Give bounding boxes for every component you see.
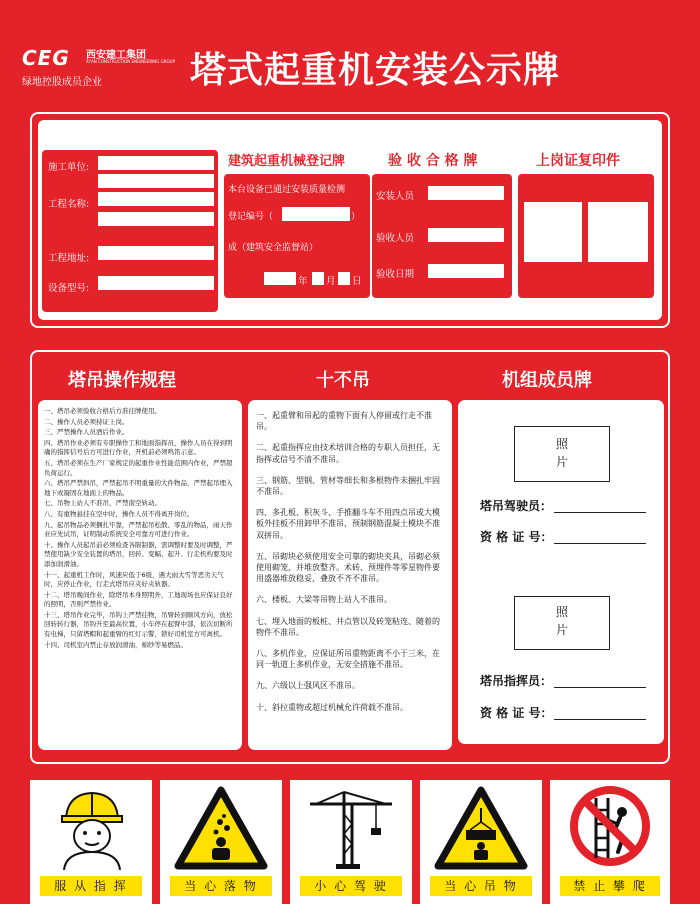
project-name-field[interactable]: [98, 192, 214, 206]
worker-helmet-icon: [56, 788, 128, 874]
construction-unit-label: 施工单位:: [48, 162, 90, 173]
no-climbing-icon: [568, 784, 652, 872]
company-name-cn: 西安建工集团: [86, 50, 146, 61]
driver-photo-label: 照 片: [555, 437, 568, 469]
no-lift-item: 八、多机作业，应保证所吊重物距离不小于三米，在同一轨道上多机作业，无安全措施不准吊。: [256, 649, 440, 670]
registration-number-field[interactable]: [282, 207, 350, 221]
registration-month-field[interactable]: [312, 272, 324, 285]
certificates-box: [518, 174, 654, 298]
sign-drive-carefully: [290, 780, 412, 904]
no-lift-item: 三、钢筋、型钢、管材等细长和多根物件未捆扎牢固不准吊。: [256, 475, 440, 497]
no-lift-item: 六、楼板、大梁等吊物上站人不准吊。: [256, 595, 392, 605]
acceptance-date-field[interactable]: [428, 264, 504, 278]
sign-label: 禁 止 攀 爬: [560, 876, 660, 896]
sign-label: 当 心 吊 物: [430, 876, 532, 896]
driver-cert-label: 资 格 证 号：: [480, 530, 553, 544]
crew-title: 机组成员牌: [502, 370, 592, 391]
project-address-field[interactable]: [98, 246, 214, 260]
no-lift-item: 十、斜拉重物或超过机械允许荷载不准吊。: [256, 702, 408, 712]
certificate-slot-1[interactable]: [524, 202, 582, 262]
project-address-label: 工程地址:: [48, 253, 90, 264]
rule-item: 十四、司机室内禁止存放润滑油，棉纱等易燃品。: [44, 640, 187, 649]
certificate-slot-2[interactable]: [588, 202, 648, 262]
acceptance-installer-label: 安装人员: [376, 191, 415, 202]
acceptance-installer-field[interactable]: [428, 186, 504, 200]
rule-item: 三、严禁操作人员酒后作业。: [44, 428, 129, 437]
equipment-model-field[interactable]: [98, 276, 214, 290]
construction-unit-field[interactable]: [98, 156, 214, 170]
registration-day: 日: [352, 276, 362, 287]
registration-box: [224, 174, 370, 298]
acceptance-title: 验 收 合 格 牌: [388, 153, 478, 169]
commander-cert-line[interactable]: [554, 719, 646, 720]
registration-line1: 本台设备已通过安装质量检测: [228, 185, 346, 195]
acceptance-date-label: 验收日期: [376, 269, 415, 280]
registration-day-field[interactable]: [338, 272, 350, 285]
no-lift-item: 四、多孔板、积灰斗、手推翻斗车不用四点吊或大模板外挂板不用卸甲不准吊，预制钢筋混凝土模块不准双拼吊。: [256, 508, 440, 540]
page-title: 塔式起重机安装公示牌: [190, 50, 561, 91]
crew-card: [458, 400, 664, 744]
rule-item: 六、塔吊严禁斜吊，严禁起吊不明重量的大件物品，严禁起吊埋入地下或凝固在地面上的物品。: [44, 479, 233, 497]
acceptance-inspector-field[interactable]: [428, 228, 504, 242]
company-logo: [22, 44, 182, 86]
no-lift-item: 五、吊砌块必须使用安全可靠的砌块夹具，吊砌必须使用砌笼，并堆放整齐。术砖、预埋件等零星物件要用盛器堆放稳妥，叠放不齐不准吊。: [256, 551, 440, 584]
sign-label: 当 心 落 物: [170, 876, 272, 896]
registration-number-close: ）: [351, 212, 361, 222]
rule-item: 十二、塔吊晚间作业，除塔吊本身照明外，工地现场也应保证良好的照明，否则严禁作业。: [44, 590, 233, 609]
falling-objects-warning-icon: [174, 786, 268, 874]
rule-item: 四、塔吊作业必须有专职操作工和地面指挥员，操作人员在得到明确的指挥信号后方可进行作业，开机前必须鸣笛示意。: [44, 438, 233, 457]
registration-number-label: 登记编号（: [228, 212, 274, 222]
certificates-title: 上岗证复印件: [536, 153, 620, 169]
sign-label: 小 心 驾 驶: [300, 876, 402, 896]
rule-item: 十三、塔吊作业完毕，吊钩上严禁挂物，吊臂转到顺风方向，放松回转转行器，吊钩升至最高位置，小车停在起臂中部，依次切断所有电梯，只留塔帽和起重臂的红灯示警，锁好司机室方可离机。: [44, 610, 233, 639]
commander-photo-box[interactable]: [514, 596, 610, 650]
commander-photo-label: 照 片: [555, 605, 568, 637]
middle-panel: [30, 350, 670, 764]
company-name-en: XI'AN CONSTRUCTION ENGINEERING GROUP: [86, 59, 176, 64]
tower-crane-icon: [306, 790, 396, 874]
rule-item: 二、操作人员必须持证上岗。: [44, 417, 129, 426]
driver-cert-line[interactable]: [554, 543, 646, 544]
no-lift-item: 一、起重臂和吊起的重物下面有人停留或行走不准吊。: [256, 411, 432, 432]
sign-label: 服 从 指 挥: [40, 876, 142, 896]
registration-month: 月: [326, 276, 336, 287]
ceg-logo-mark: CEG: [22, 46, 70, 70]
driver-photo-box[interactable]: [514, 426, 610, 482]
registration-year-field[interactable]: [264, 272, 296, 285]
commander-name-line[interactable]: [554, 687, 646, 688]
driver-label: 塔吊驾驶员：: [480, 499, 553, 513]
info-panel: [30, 112, 670, 328]
no-lift-item: 二、起重指挥应由技术培训合格的专职人员担任，无指挥或信号不清不准吊。: [256, 443, 440, 464]
rule-item: 十一、起重机工作时，风速应低于6级，遇大雨大雪等恶劣天气时，应停止作业，行走式塔吊应夹好夹轨器。: [44, 570, 224, 589]
commander-cert-label: 资 格 证 号：: [480, 706, 553, 720]
rule-item: 九、起吊物品必须捆扎牢靠，严禁起吊松散、零乱的物品，雨天作业应先试吊，证明制动系统安全可靠方可进行作业。: [44, 520, 233, 539]
info-panel-inner: [38, 120, 662, 320]
sign-falling-objects: [160, 780, 282, 904]
registration-issuer: 成（建筑安全监督站）: [228, 243, 319, 253]
project-info-box: [42, 150, 218, 312]
project-name-label: 工程名称:: [48, 199, 90, 210]
no-lift-item: 七、埋入地面的板桩、井点管以及砖笼粘连、随着的物件不准吊。: [256, 616, 440, 637]
registration-title: 建筑起重机械登记牌: [228, 154, 346, 169]
driver-name-line[interactable]: [554, 512, 646, 513]
acceptance-box: [372, 174, 512, 298]
rule-item: 十、操作人员起吊前必须检查各限制器，需调整时要及时调整，严禁使用缺少安全装置的塔吊，回转、变幅、起升、行走机构要及时添加润滑油。: [44, 540, 233, 568]
operation-rules-title: 塔吊操作规程: [68, 370, 176, 391]
company-subtitle: 绿地控股成员企业: [22, 77, 102, 88]
rule-item: 七、吊物上站人不准吊，严禁南空轨动。: [44, 499, 161, 508]
no-lift-item: 九、六级以上强风区不准吊。: [256, 681, 360, 691]
rule-item: 五、塔吊必须在生产厂家规定的起重作业性能范围内作业，严禁超负荷运行。: [44, 458, 233, 477]
ten-no-lift-title: 十不吊: [316, 370, 370, 391]
project-name-field-2[interactable]: [98, 212, 214, 226]
ten-no-lift-card: [248, 400, 452, 750]
suspended-load-warning-icon: [434, 786, 528, 874]
operation-rules-card: [38, 400, 242, 750]
rule-item: 一、塔吊必须验收合格后方准挂牌使用。: [44, 407, 161, 415]
construction-unit-field-2[interactable]: [98, 174, 214, 188]
commander-label: 塔吊指挥员：: [480, 674, 553, 688]
registration-year: 年: [298, 276, 308, 287]
sign-suspended-load: [420, 780, 542, 904]
acceptance-inspector-label: 验收人员: [376, 233, 415, 244]
rule-item: 八、有重物悬挂在空中时，操作人员不得离开岗位。: [44, 509, 194, 518]
sign-no-climbing: [550, 780, 670, 904]
equipment-model-label: 设备型号:: [48, 283, 90, 294]
sign-obey-command: [30, 780, 152, 904]
